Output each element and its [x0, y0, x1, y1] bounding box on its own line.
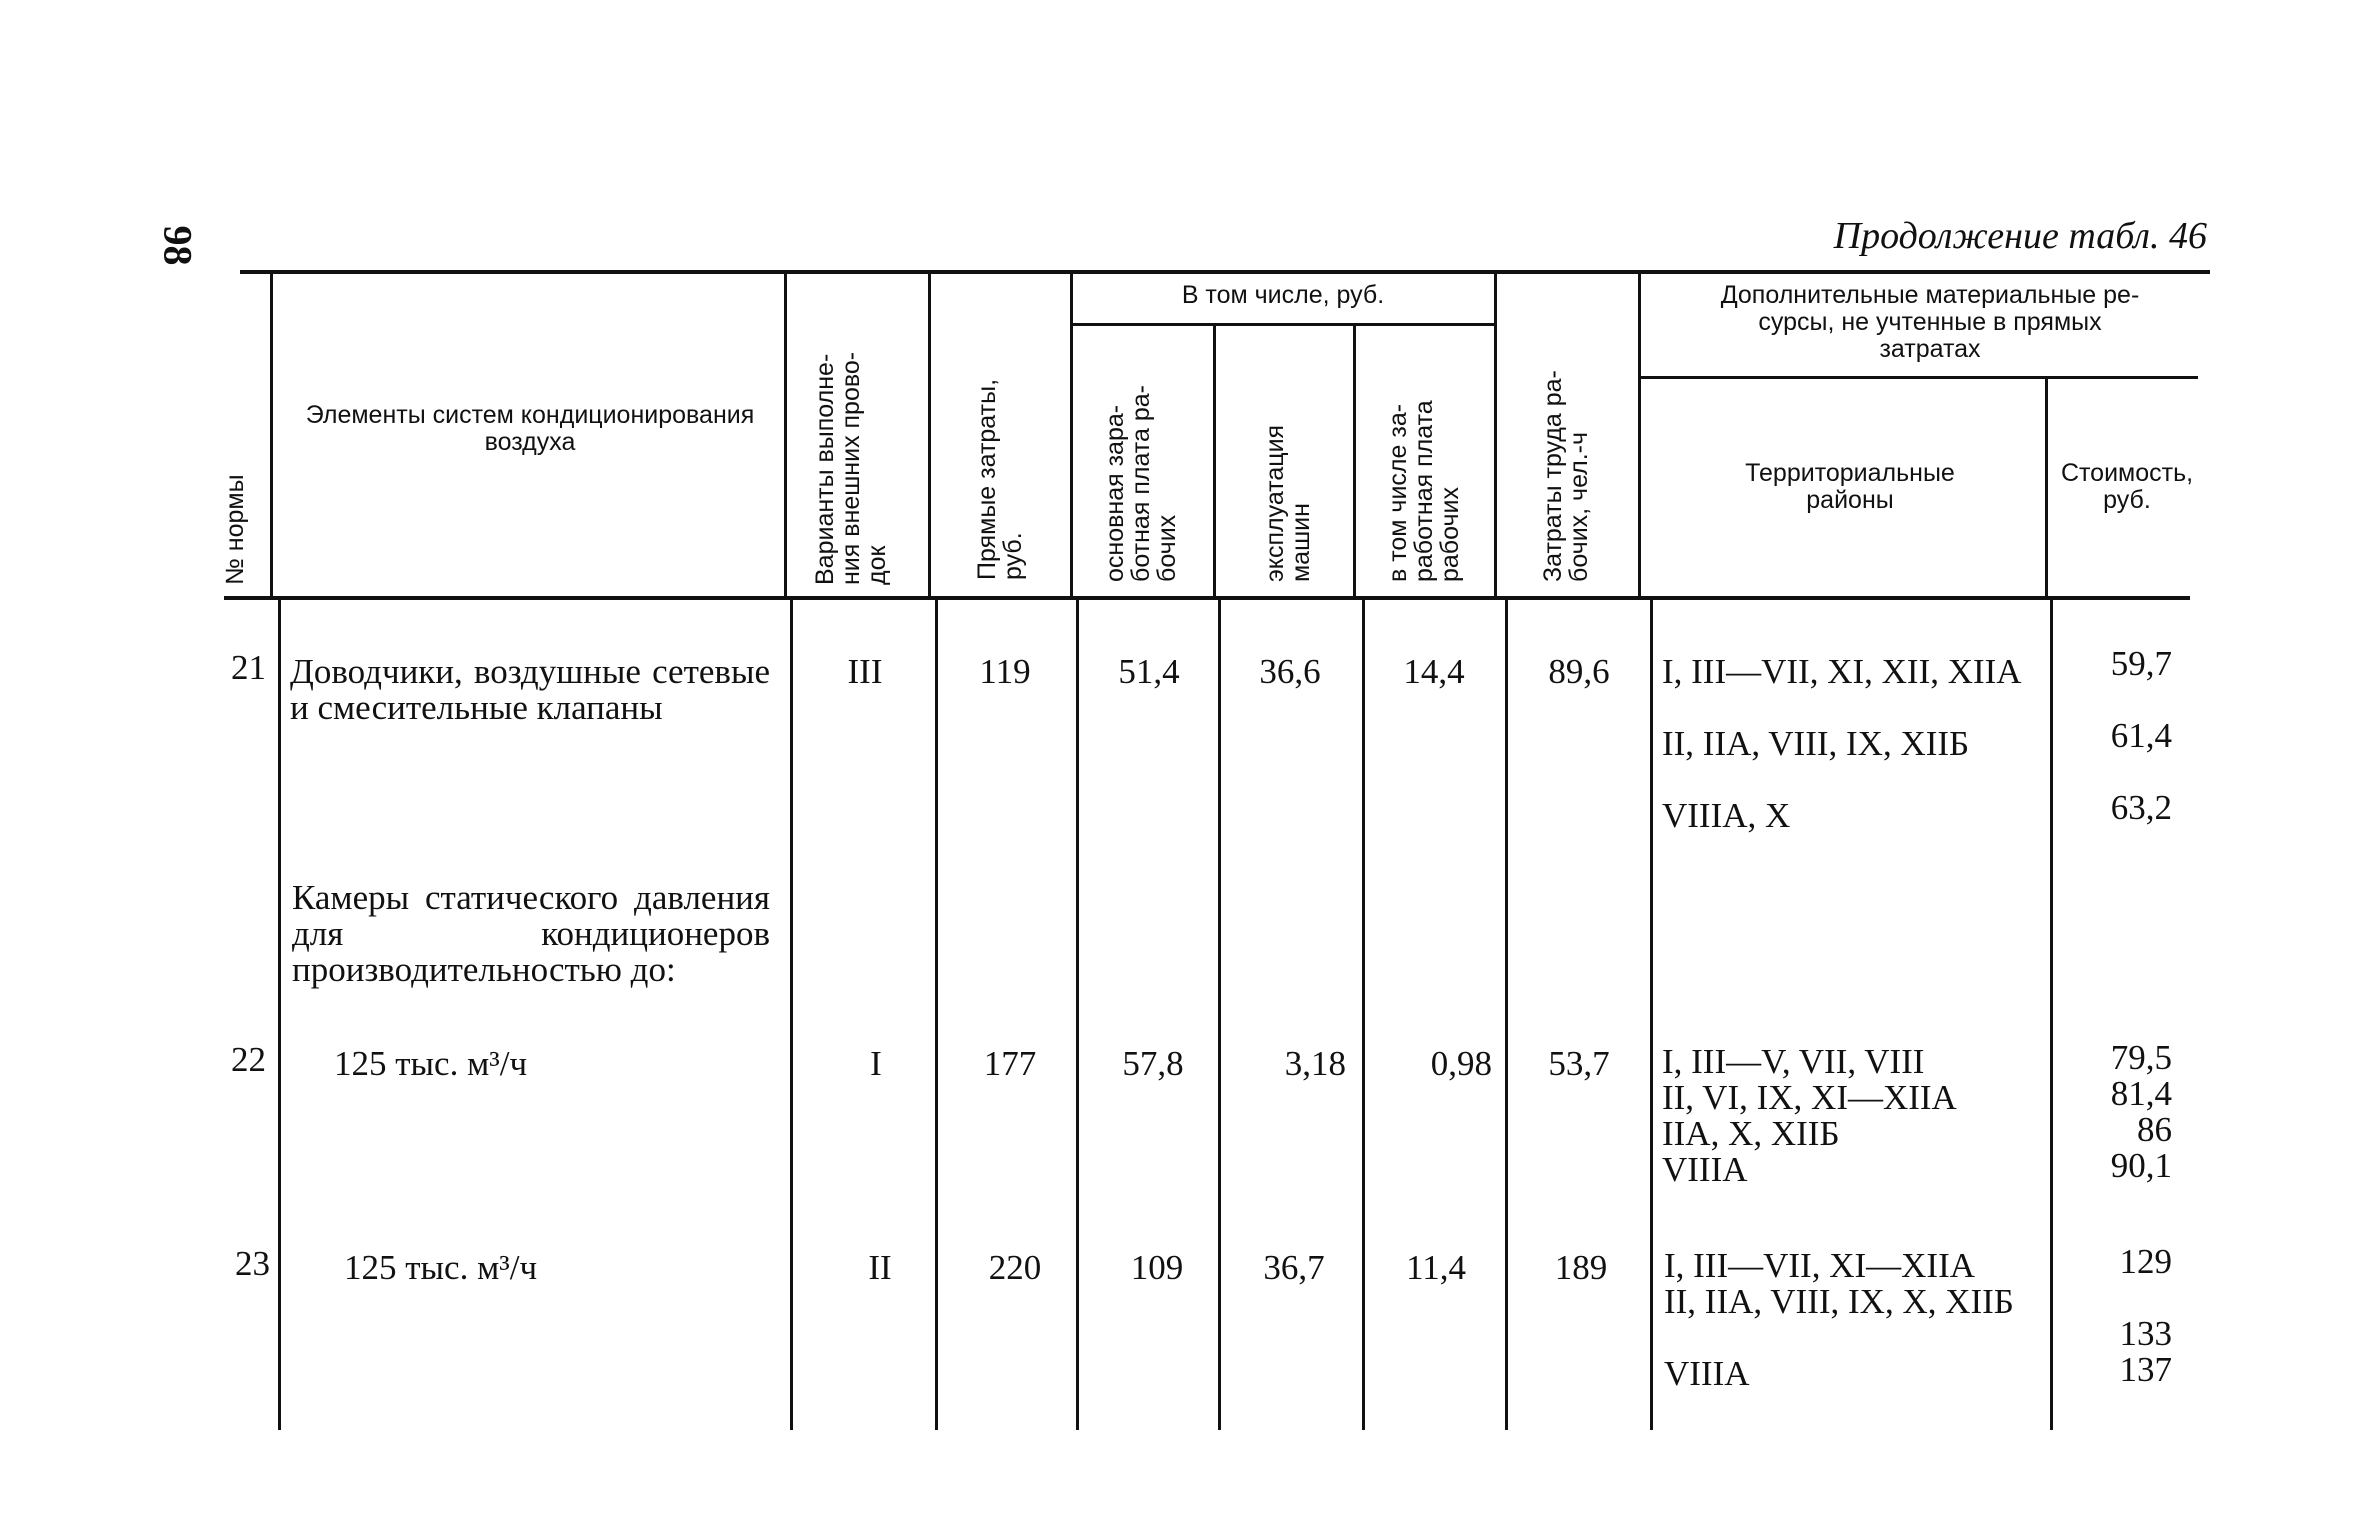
row-23-direct: 220: [988, 1248, 1042, 1287]
row-23-name: 125 тыс. м³/ч: [344, 1248, 538, 1287]
header-base-salary: основная зара- ботная плата ра- бочих: [1101, 385, 1181, 582]
header-norm-no: № нормы: [221, 474, 249, 585]
col-line: [928, 274, 931, 596]
row-21-no: 21: [231, 648, 266, 687]
col-line: [1650, 600, 1653, 1430]
row-21-base: 51,4: [1118, 652, 1180, 691]
col-line: [2050, 600, 2053, 1430]
table-top-rule: [240, 270, 2210, 274]
row-22-machine-salary: 0,98: [1430, 1044, 1492, 1083]
row-22-machines: 3,18: [1284, 1044, 1346, 1083]
col-line: [935, 600, 938, 1430]
row-21-machines: 36,6: [1259, 652, 1321, 691]
col-line: [1494, 274, 1497, 596]
col-line: [1218, 600, 1221, 1430]
row-21-territory: II, IIA, VIII, IX, XIIБ: [1662, 724, 1970, 763]
row-22-territory: VIIIA: [1662, 1150, 1748, 1189]
header-bottom-rule: [224, 596, 2190, 600]
subheader-line: [1638, 376, 2198, 379]
row-22-no: 22: [231, 1040, 266, 1079]
col-line: [784, 274, 787, 596]
header-cost: Стоимость, руб.: [2060, 459, 2194, 514]
row-22-cost: 90,1: [2110, 1146, 2172, 1185]
header-machine-ops: эксплуатация машин: [1261, 424, 1315, 582]
col-line: [1505, 600, 1508, 1430]
row-23-territory: VIIIA: [1664, 1354, 1750, 1393]
row-23-cost: 133: [2119, 1314, 2172, 1353]
row-21-territory: I, III—VII, XI, XII, XIIA: [1662, 652, 2022, 691]
row-21-labor: 89,6: [1548, 652, 1610, 691]
col-line: [1353, 325, 1356, 596]
page-number: 98: [155, 225, 201, 266]
row-23-no: 23: [235, 1244, 270, 1283]
header-additional: Дополнительные материальные ре- сурсы, не учтенные в прямых затратах: [1720, 281, 2140, 363]
row-23-labor: 189: [1554, 1248, 1608, 1287]
header-elements: Элементы систем кондиционирования воздуха: [305, 401, 755, 456]
row-21-name: Доводчики, воздушные сетевые и смесительные клапаны: [290, 652, 770, 727]
row-23-base: 109: [1130, 1248, 1184, 1287]
header-territories: Территориальные районы: [1745, 459, 1955, 514]
group-heading: Камеры статического давления для кондиционеров производительностью до:: [292, 878, 770, 989]
row-22-variant: I: [870, 1044, 882, 1083]
row-22-cost: 81,4: [2110, 1074, 2172, 1113]
col-line: [1213, 325, 1216, 596]
row-22-territory: IIA, X, XIIБ: [1662, 1114, 1840, 1153]
row-23-cost: 137: [2119, 1350, 2172, 1389]
row-21-cost: 63,2: [2110, 788, 2172, 827]
col-line: [790, 600, 793, 1430]
row-23-variant: II: [868, 1248, 892, 1287]
col-line: [1638, 274, 1641, 596]
row-21-variant: III: [847, 652, 883, 691]
col-line: [278, 600, 281, 1430]
col-line: [1362, 600, 1365, 1430]
row-22-territory: I, III—V, VII, VIII: [1662, 1042, 1925, 1081]
table-caption: Продолжение табл. 46: [1833, 215, 2207, 257]
row-23-territory: II, IIA, VIII, IX, X, XIIБ: [1664, 1282, 2014, 1321]
row-23-machine-salary: 11,4: [1406, 1248, 1466, 1287]
row-22-labor: 53,7: [1548, 1044, 1610, 1083]
row-23-territory: I, III—VII, XI—XIIA: [1664, 1246, 1976, 1285]
row-22-direct: 177: [983, 1044, 1037, 1083]
row-22-name: 125 тыс. м³/ч: [334, 1044, 528, 1083]
row-22-cost: 79,5: [2110, 1038, 2172, 1077]
col-line: [1076, 600, 1079, 1430]
header-direct-costs: Прямые затраты, руб.: [973, 378, 1027, 580]
row-22-cost: 86: [2137, 1110, 2172, 1149]
header-labor: Затраты труда ра- бочих, чел.-ч: [1539, 370, 1593, 582]
header-including: В том числе, руб.: [1181, 281, 1385, 309]
row-23-machines: 36,7: [1263, 1248, 1325, 1287]
row-21-cost: 59,7: [2110, 644, 2172, 683]
row-22-base: 57,8: [1122, 1044, 1184, 1083]
header-including-machine-salary: в том числе за- работная плата рабочих: [1384, 400, 1464, 582]
header-variants: Варианты выполне- ния внешних прово- док: [811, 351, 891, 585]
row-21-territory: VIIIA, X: [1662, 796, 1791, 835]
row-21-machine-salary: 14,4: [1403, 652, 1465, 691]
col-line: [270, 274, 273, 596]
col-line: [2045, 378, 2048, 596]
row-22-territory: II, VI, IX, XI—XIIA: [1662, 1078, 1957, 1117]
row-21-cost: 61,4: [2110, 716, 2172, 755]
row-21-direct: 119: [979, 652, 1031, 691]
row-23-cost: 129: [2119, 1242, 2172, 1281]
